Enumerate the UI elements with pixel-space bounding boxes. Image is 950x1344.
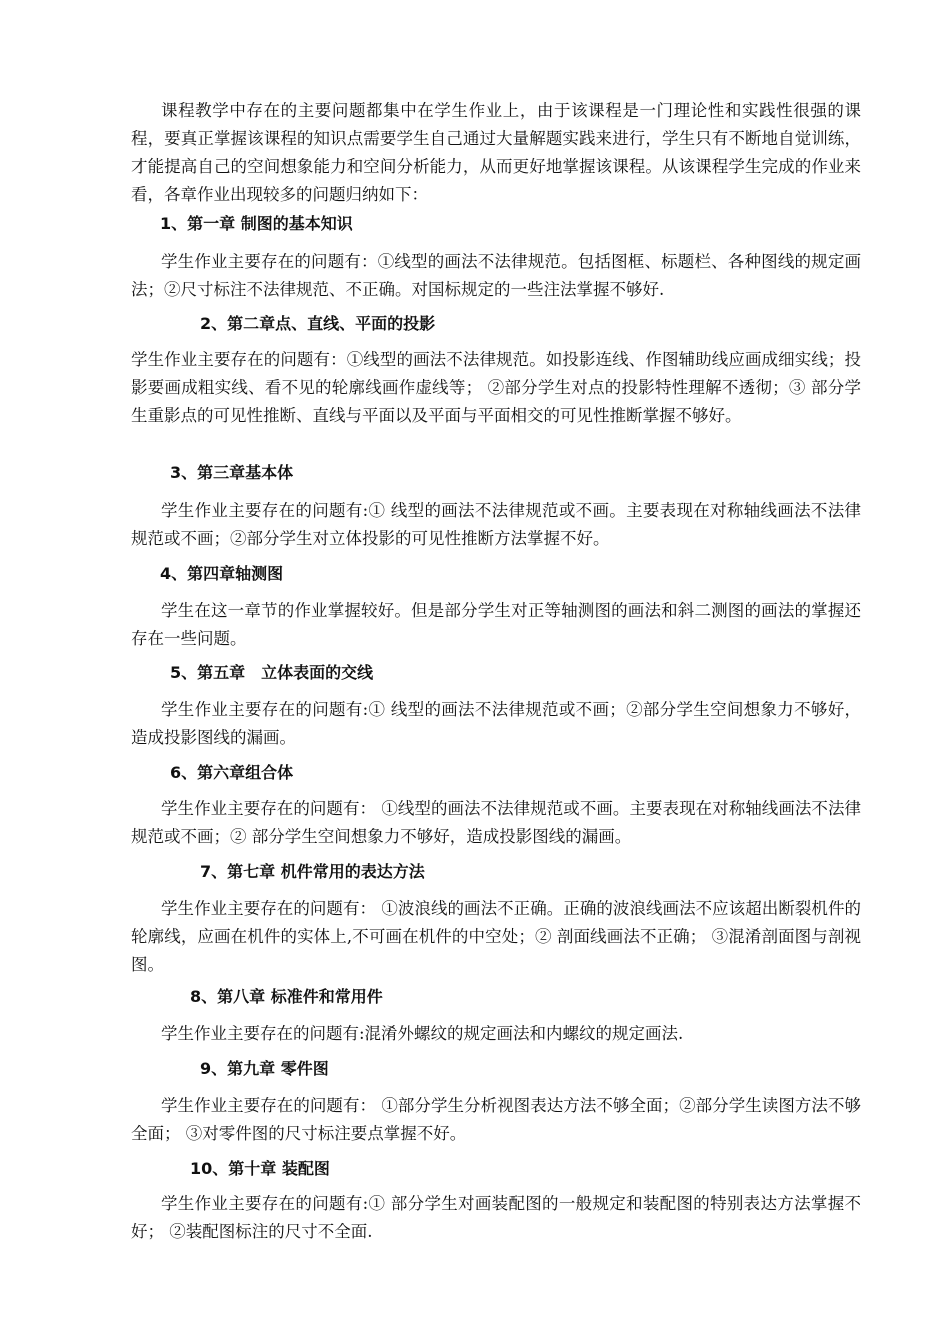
- chapter-6-body: 学生作业主要存在的问题有： ①线型的画法不法律规范或不画。主要表现在对称轴线画法不法律规范或不画；② 部分学生空间想象力不够好，造成投影图线的漏画。: [131, 799, 861, 846]
- chapter-2-heading: 2、第二章点、直线、平面的投影: [200, 314, 436, 333]
- chapter-5-body: 学生作业主要存在的问题有:① 线型的画法不法律规范或不画；②部分学生空间想象力不够好，造成投影图线的漏画。: [131, 700, 861, 747]
- chapter-10-heading: 10、第十章 装配图: [190, 1159, 330, 1178]
- chapter-4-body: 学生在这一章节的作业掌握较好。但是部分学生对正等轴测图的画法和斜二测图的画法的掌握还存在一些问题。: [131, 601, 861, 648]
- chapter-5-heading: 5、第五章 立体表面的交线: [170, 663, 374, 682]
- chapter-8-heading: 8、第八章 标准件和常用件: [190, 987, 383, 1006]
- chapter-1-heading: 1、第一章 制图的基本知识: [160, 214, 353, 233]
- chapter-9-body: 学生作业主要存在的问题有： ①部分学生分析视图表达方法不够全面；②部分学生读图方法不够全面； ③对零件图的尺寸标注要点掌握不好。: [131, 1096, 861, 1143]
- chapter-9-heading: 9、第九章 零件图: [200, 1059, 329, 1078]
- chapter-3-body: 学生作业主要存在的问题有:① 线型的画法不法律规范或不画。主要表现在对称轴线画法不法律规范或不画；②部分学生对立体投影的可见性推断方法掌握不好。: [131, 501, 861, 548]
- chapter-10-body: 学生作业主要存在的问题有:① 部分学生对画装配图的一般规定和装配图的特别表达方法掌握不好； ②装配图标注的尺寸不全面.: [131, 1194, 861, 1241]
- chapter-2-body: 学生作业主要存在的问题有：①线型的画法不法律规范。如投影连线、作图辅助线应画成细实线；投影要画成粗实线、看不见的轮廓线画作虚线等； ②部分学生对点的投影特性理解不透彻；③ 部分学生重影点的可见性推断、直线与平面以及平面与平面相交的可见性推断掌握不够好。: [131, 350, 861, 425]
- chapter-7-heading: 7、第七章 机件常用的表达方法: [200, 862, 425, 881]
- chapter-8-body: 学生作业主要存在的问题有:混淆外螺纹的规定画法和内螺纹的规定画法.: [161, 1024, 684, 1043]
- chapter-7-body: 学生作业主要存在的问题有： ①波浪线的画法不正确。正确的波浪线画法不应该超出断裂机件的轮廓线，应画在机件的实体上,不可画在机件的中空处；② 剖面线画法不正确； ③混淆剖面图与剖视图。: [131, 899, 861, 974]
- intro-paragraph: 课程教学中存在的主要问题都集中在学生作业上，由于该课程是一门理论性和实践性很强的课程，要真正掌握该课程的知识点需要学生自己通过大量解题实践来进行，学生只有不断地自觉训练，才能提高自己的空间想象能力和空间分析能力，从而更好地掌握该课程。从该课程学生完成的作业来看，各章作业出现较多的问题归纳如下：: [131, 101, 861, 204]
- chapter-4-heading: 4、第四章轴测图: [160, 564, 284, 583]
- chapter-6-heading: 6、第六章组合体: [170, 763, 294, 782]
- chapter-3-heading: 3、第三章基本体: [170, 463, 294, 482]
- chapter-1-body: 学生作业主要存在的问题有：①线型的画法不法律规范。包括图框、标题栏、各种图线的规定画法；②尺寸标注不法律规范、不正确。对国标规定的一些注法掌握不够好.: [131, 252, 861, 299]
